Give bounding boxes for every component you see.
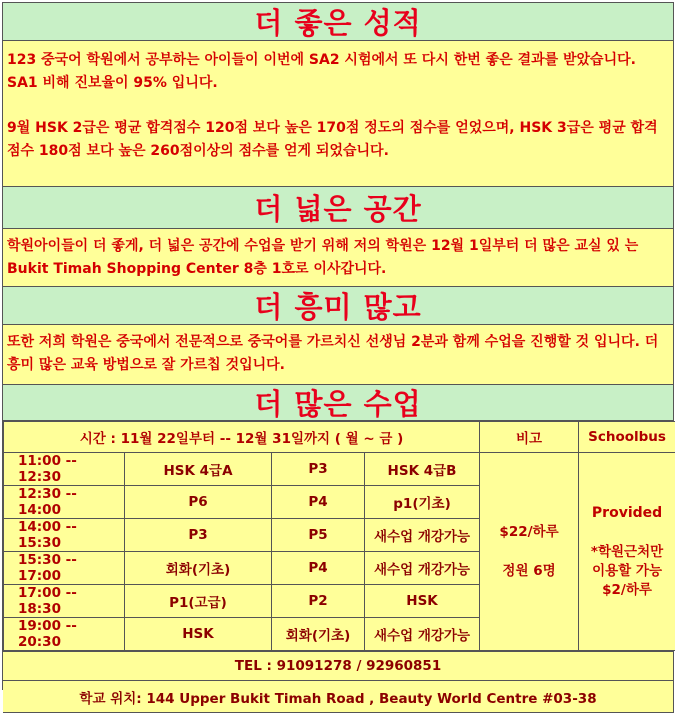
class-cell: 회화(기초)	[272, 618, 365, 651]
class-cell: P4	[272, 552, 365, 585]
bus-fee: $2/하루	[579, 581, 675, 600]
phone-bar: TEL : 91091278 / 92960851	[3, 651, 674, 681]
class-cell: 새수업 개강가능	[365, 519, 480, 552]
table-row	[4, 453, 675, 486]
heading-better-grades: 더 좋은 성적	[3, 3, 674, 41]
class-cell: P5	[272, 519, 365, 552]
class-cell: 새수업 개강가능	[365, 618, 480, 651]
time-slot: 11:00 -- 12:30	[4, 453, 125, 486]
grades-section	[3, 41, 674, 187]
heading-more-fun: 더 흥미 많고	[3, 287, 674, 325]
address-bar: 학교 위치: 144 Upper Bukit Timah Road , Beauty World Centre #03-38	[3, 681, 674, 713]
time-slot: 19:00 -- 20:30	[4, 618, 125, 651]
bus-status: Provided	[579, 504, 675, 523]
class-cell: HSK	[125, 618, 272, 651]
class-cell: 새수업 개강가능	[365, 552, 480, 585]
capacity: 정원 6명	[480, 562, 578, 581]
time-slot: 17:00 -- 18:30	[4, 585, 125, 618]
class-cell: P1(고급)	[125, 585, 272, 618]
time-slot: 14:00 -- 15:30	[4, 519, 125, 552]
class-cell: P3	[272, 453, 365, 486]
class-cell: p1(기초)	[365, 486, 480, 519]
heading-more-classes: 더 많은 수업	[3, 385, 674, 421]
schedule-table	[3, 421, 675, 651]
note-header: 비고	[480, 422, 579, 453]
price-cell	[480, 453, 579, 651]
class-cell: P4	[272, 486, 365, 519]
time-slot: 15:30 -- 17:00	[4, 552, 125, 585]
heading-wider-space: 더 넓은 공간	[3, 187, 674, 229]
class-cell: 회화(기초)	[125, 552, 272, 585]
fun-paragraph: 또한 저희 학원은 중국에서 전문적으로 중국어를 가르치신 선생님 2분과 함께 수업을 진행할 것 입니다. 더 흥미 많은 교육 방법으로 잘 가르칩 것입니다.	[7, 331, 669, 377]
schoolbus-cell	[579, 453, 675, 651]
flyer	[2, 2, 674, 690]
schoolbus-header: Schoolbus	[579, 422, 675, 453]
class-cell: P6	[125, 486, 272, 519]
schedule-header-row	[4, 422, 675, 453]
price: $22/하루	[480, 523, 578, 542]
space-section	[3, 229, 674, 287]
space-paragraph: 학원아이들이 더 좋게, 더 넓은 공간에 수업을 받기 위해 저의 학원은 12월 1일부터 더 많은 교실 있 는 Bukit Timah Shopping Center 8층 1호로 이사갑니다.	[7, 235, 669, 281]
time-slot: 12:30 -- 14:00	[4, 486, 125, 519]
schedule-period: 시간 : 11월 22일부터 -- 12월 31일까지 ( 월 ~ 금 )	[4, 422, 480, 453]
bus-note-1: *학원근처만	[579, 543, 675, 562]
bus-note-2: 이용할 가능	[579, 562, 675, 581]
grades-paragraph-2: 9월 HSK 2급은 평균 합격점수 120점 보다 높은 170점 정도의 점수를 얻었으며, HSK 3급은 평균 합격점수 180점 보다 높은 260점이상의 점수를 얻게 되었습니다.	[7, 117, 669, 163]
grades-paragraph-1: 123 중국어 학원에서 공부하는 아이들이 이번에 SA2 시험에서 또 다시 한번 좋은 결과를 받았습니다. SA1 비해 진보율이 95% 입니다.	[7, 49, 669, 95]
class-cell: HSK 4급B	[365, 453, 480, 486]
fun-section	[3, 325, 674, 385]
class-cell: P2	[272, 585, 365, 618]
class-cell: P3	[125, 519, 272, 552]
class-cell: HSK 4급A	[125, 453, 272, 486]
class-cell: HSK	[365, 585, 480, 618]
